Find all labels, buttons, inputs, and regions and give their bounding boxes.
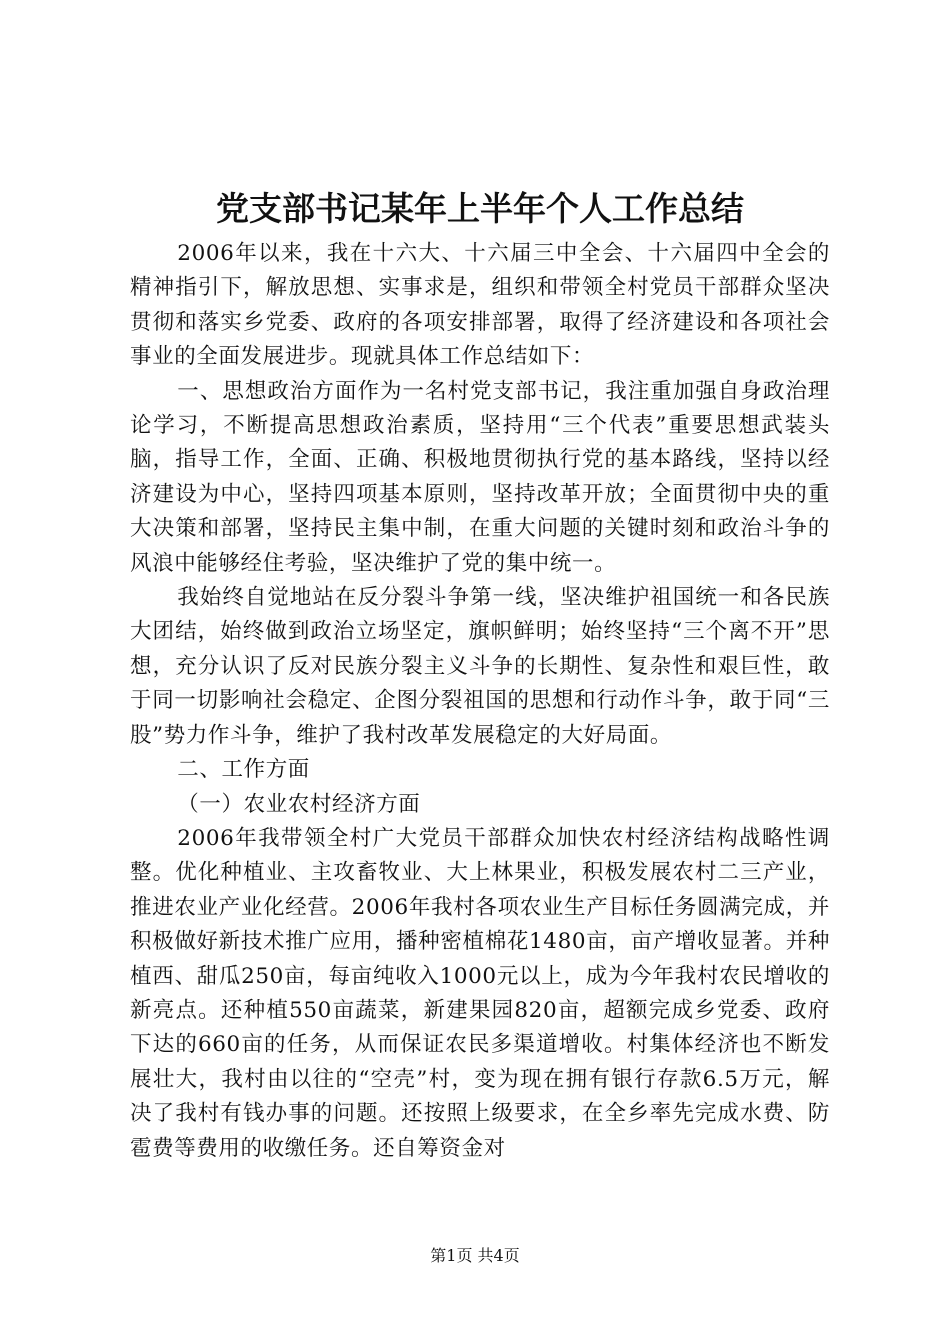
page-footer: 第1页 共4页: [430, 1246, 520, 1265]
paragraph-intro: 2006年以来，我在十六大、十六届三中全会、十六届四中全会的精神指引下，解放思想、实事求是，组织和带领全村党员干部群众坚决贯彻和落实乡党委、政府的各项安排部署，取得了经济建设和各项社会事业的全面发展进步。现就具体工作总结如下：: [130, 241, 830, 370]
document-body: [130, 237, 830, 1166]
paragraph-agriculture: 2006年我带领全村广大党员干部群众加快农村经济结构战略性调整。优化种植业、主攻畜牧业、大上林果业，积极发展农村二三产业，推进农业产业化经营。2006年我村各项农业生产目标任务圆满完成，并积极做好新技术推广应用，播种密植棉花1480亩，亩产增收显著。并种植西、甜瓜250亩，每亩纯收入1000元以上，成为今年我村农民增收的新亮点。还种植550亩蔬菜，新建果园820亩，超额完成乡党委、政府下达的660亩的任务，从而保证农民多渠道增收。村集体经济也不断发展壮大，我村由以往的“空壳”村，变为现在拥有银行存款6.5万元，解决了我村有钱办事的问题。还按照上级要求，在全乡率先完成水费、防雹费等费用的收缴任务。还自筹资金对: [130, 825, 830, 1161]
paragraph-political: 一、思想政治方面作为一名村党支部书记，我注重加强自身政治理论学习，不断提高思想政治素质，坚持用“三个代表”重要思想武装头脑，指导工作，全面、正确、积极地贯彻执行党的基本路线，坚持以经济建设为中心，坚持四项基本原则，坚持改革开放；全面贯彻中央的重大决策和部署，坚持民主集中制，在重大问题的关键时刻和政治斗争的风浪中能够经住考验，坚决维护了党的集中统一。: [130, 378, 830, 576]
paragraph-anti-separatism: 我始终自觉地站在反分裂斗争第一线，坚决维护祖国统一和各民族大团结，始终做到政治立场坚定，旗帜鲜明；始终坚持“三个离不开”思想，充分认识了反对民族分裂主义斗争的长期性、复杂性和艰巨性，敢于同一切影响社会稳定、企图分裂祖国的思想和行动作斗争，敢于同“三股”势力作斗争，维护了我村改革发展稳定的大好局面。: [130, 585, 830, 748]
document-title: 党支部书记某年上半年个人工作总结: [216, 189, 744, 228]
section-heading-work: 二、工作方面: [177, 757, 310, 783]
subsection-heading-agriculture: （一）农业农村经济方面: [177, 791, 421, 817]
